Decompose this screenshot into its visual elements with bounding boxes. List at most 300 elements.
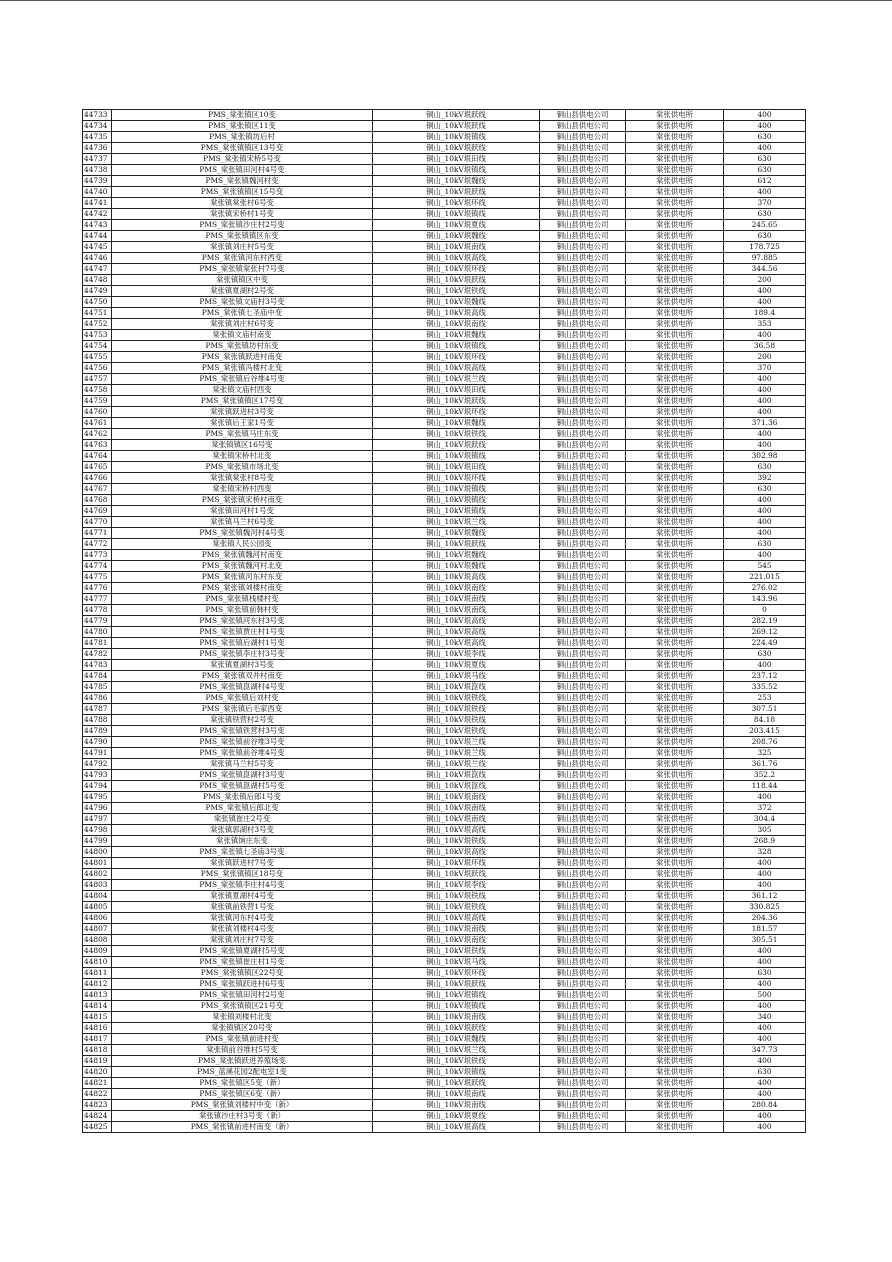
transformer-name-cell: 棠张镇夏湖村3号变: [112, 660, 373, 671]
capacity-cell: 400: [724, 869, 806, 880]
row-number-cell: 44806: [83, 913, 112, 924]
table-row: [83, 1111, 806, 1122]
transformer-name-cell: 棠张镇夏湖村4号变: [112, 891, 373, 902]
station-cell: 棠张供电所: [626, 935, 724, 946]
capacity-cell: 400: [724, 517, 806, 528]
station-cell: 棠张供电所: [626, 176, 724, 187]
row-number-cell: 44741: [83, 198, 112, 209]
capacity-cell: 392: [724, 473, 806, 484]
station-cell: 棠张供电所: [626, 1023, 724, 1034]
transformer-name-cell: 棠张镇镇区20号变: [112, 1023, 373, 1034]
row-number-cell: 44782: [83, 649, 112, 660]
table-row: [83, 528, 806, 539]
company-cell: 铜山县供电公司: [540, 671, 626, 682]
transformer-name-cell: PMS_棠张镇后湖村1号变: [112, 638, 373, 649]
company-cell: 铜山县供电公司: [540, 583, 626, 594]
table-row: [83, 638, 806, 649]
company-cell: 铜山县供电公司: [540, 902, 626, 913]
row-number-cell: 44786: [83, 693, 112, 704]
capacity-cell: 630: [724, 165, 806, 176]
feeder-line-cell: 铜山_10kV垠高线: [373, 572, 540, 583]
table-row: [83, 682, 806, 693]
station-cell: 棠张供电所: [626, 825, 724, 836]
transformer-name-cell: 棠张镇刘楼村4号变: [112, 924, 373, 935]
row-number-cell: 44756: [83, 363, 112, 374]
transformer-name-cell: 棠张镇文庙村南变: [112, 330, 373, 341]
company-cell: 铜山县供电公司: [540, 550, 626, 561]
transformer-name-cell: PMS_棠张镇七圣庙3号变: [112, 847, 373, 858]
capacity-cell: 340: [724, 1012, 806, 1023]
company-cell: 铜山县供电公司: [540, 957, 626, 968]
company-cell: 铜山县供电公司: [540, 132, 626, 143]
row-number-cell: 44822: [83, 1089, 112, 1100]
row-number-cell: 44779: [83, 616, 112, 627]
row-number-cell: 44737: [83, 154, 112, 165]
row-number-cell: 44809: [83, 946, 112, 957]
table-row: [83, 913, 806, 924]
station-cell: 棠张供电所: [626, 308, 724, 319]
capacity-cell: 400: [724, 1122, 806, 1133]
table-row: [83, 825, 806, 836]
row-number-cell: 44819: [83, 1056, 112, 1067]
capacity-cell: 269.12: [724, 627, 806, 638]
company-cell: 铜山县供电公司: [540, 572, 626, 583]
table-row: [83, 385, 806, 396]
company-cell: 铜山县供电公司: [540, 319, 626, 330]
capacity-cell: 307.51: [724, 704, 806, 715]
transformer-name-cell: PMS_棠张镇市场北变: [112, 462, 373, 473]
capacity-cell: 630: [724, 231, 806, 242]
feeder-line-cell: 铜山_10kV垠环线: [373, 352, 540, 363]
table-row: [83, 429, 806, 440]
feeder-line-cell: 铜山_10kV垠环线: [373, 473, 540, 484]
feeder-line-cell: 铜山_10kV垠高线: [373, 638, 540, 649]
company-cell: 铜山县供电公司: [540, 165, 626, 176]
transformer-name-cell: PMS_棠张镇前进村变: [112, 1034, 373, 1045]
feeder-line-cell: 铜山_10kV垠跃线: [373, 869, 540, 880]
company-cell: 铜山县供电公司: [540, 968, 626, 979]
table-row: [83, 220, 806, 231]
company-cell: 铜山县供电公司: [540, 539, 626, 550]
capacity-cell: 0: [724, 605, 806, 616]
transformer-name-cell: PMS_棠张镇铁营村3号变: [112, 726, 373, 737]
company-cell: 铜山县供电公司: [540, 748, 626, 759]
feeder-line-cell: 铜山_10kV垠高线: [373, 913, 540, 924]
table-row: [83, 594, 806, 605]
station-cell: 棠张供电所: [626, 583, 724, 594]
row-number-cell: 44775: [83, 572, 112, 583]
station-cell: 棠张供电所: [626, 429, 724, 440]
station-cell: 棠张供电所: [626, 627, 724, 638]
row-number-cell: 44792: [83, 759, 112, 770]
transformer-name-cell: PMS_棠张镇镇区13号变: [112, 143, 373, 154]
capacity-cell: 282.19: [724, 616, 806, 627]
row-number-cell: 44796: [83, 803, 112, 814]
station-cell: 棠张供电所: [626, 385, 724, 396]
capacity-cell: 302.98: [724, 451, 806, 462]
capacity-cell: 335.52: [724, 682, 806, 693]
feeder-line-cell: 铜山_10kV垠铁线: [373, 693, 540, 704]
row-number-cell: 44784: [83, 671, 112, 682]
feeder-line-cell: 铜山_10kV垠南线: [373, 1012, 540, 1023]
capacity-cell: 208.76: [724, 737, 806, 748]
company-cell: 铜山县供电公司: [540, 506, 626, 517]
capacity-cell: 400: [724, 858, 806, 869]
capacity-cell: 189.4: [724, 308, 806, 319]
transformer-name-cell: PMS_棠张镇跃进养殖场变: [112, 1056, 373, 1067]
table-row: [83, 1012, 806, 1023]
station-cell: 棠张供电所: [626, 1100, 724, 1111]
company-cell: 铜山县供电公司: [540, 858, 626, 869]
station-cell: 棠张供电所: [626, 1056, 724, 1067]
station-cell: 棠张供电所: [626, 198, 724, 209]
feeder-line-cell: 铜山_10kV垠魏线: [373, 561, 540, 572]
feeder-line-cell: 铜山_10kV垠魏线: [373, 528, 540, 539]
page-top-rule: [0, 0, 892, 1]
table-row: [83, 627, 806, 638]
feeder-line-cell: 铜山_10kV垠魏线: [373, 231, 540, 242]
station-cell: 棠张供电所: [626, 880, 724, 891]
company-cell: 铜山县供电公司: [540, 627, 626, 638]
table-row: [83, 275, 806, 286]
company-cell: 铜山县供电公司: [540, 286, 626, 297]
company-cell: 铜山县供电公司: [540, 1122, 626, 1133]
transformer-name-cell: PMS_棠张镇后刘村变: [112, 693, 373, 704]
capacity-cell: 400: [724, 286, 806, 297]
feeder-line-cell: 铜山_10kV垠铁线: [373, 704, 540, 715]
station-cell: 棠张供电所: [626, 517, 724, 528]
feeder-line-cell: 铜山_10kV垠跃线: [373, 1078, 540, 1089]
feeder-line-cell: 铜山_10kV垠魏线: [373, 330, 540, 341]
feeder-line-cell: 铜山_10kV垠跃线: [373, 275, 540, 286]
feeder-line-cell: 铜山_10kV垠南线: [373, 924, 540, 935]
capacity-cell: 400: [724, 440, 806, 451]
table-row: [83, 143, 806, 154]
row-number-cell: 44747: [83, 264, 112, 275]
station-cell: 棠张供电所: [626, 1111, 724, 1122]
transformer-name-cell: PMS_棠张镇后郎北变: [112, 803, 373, 814]
table-row: [83, 1056, 806, 1067]
table-row: [83, 880, 806, 891]
feeder-line-cell: 铜山_10kV垠高线: [373, 616, 540, 627]
feeder-line-cell: 铜山_10kV垠跃线: [373, 539, 540, 550]
row-number-cell: 44772: [83, 539, 112, 550]
capacity-cell: 630: [724, 209, 806, 220]
transformer-name-cell: 棠张镇田河村1号变: [112, 506, 373, 517]
table-row: [83, 693, 806, 704]
row-number-cell: 44743: [83, 220, 112, 231]
row-number-cell: 44748: [83, 275, 112, 286]
company-cell: 铜山县供电公司: [540, 462, 626, 473]
feeder-line-cell: 铜山_10kV垠镇线: [373, 451, 540, 462]
feeder-line-cell: 铜山_10kV垠魏线: [373, 418, 540, 429]
row-number-cell: 44811: [83, 968, 112, 979]
row-number-cell: 44790: [83, 737, 112, 748]
row-number-cell: 44814: [83, 1001, 112, 1012]
row-number-cell: 44808: [83, 935, 112, 946]
capacity-cell: 400: [724, 660, 806, 671]
capacity-cell: 630: [724, 1067, 806, 1078]
transformer-name-cell: PMS_棠张镇马庄东变: [112, 429, 373, 440]
feeder-line-cell: 铜山_10kV垠高线: [373, 627, 540, 638]
transformer-name-cell: PMS_棠张镇前谷堆4号变: [112, 748, 373, 759]
capacity-cell: 400: [724, 957, 806, 968]
capacity-cell: 630: [724, 462, 806, 473]
company-cell: 铜山县供电公司: [540, 1012, 626, 1023]
capacity-cell: 253: [724, 693, 806, 704]
feeder-line-cell: 铜山_10kV垠南线: [373, 803, 540, 814]
feeder-line-cell: 铜山_10kV垠镇线: [373, 165, 540, 176]
transformer-name-cell: PMS_蓝溪花园2配电室1变: [112, 1067, 373, 1078]
table-row: [83, 1001, 806, 1012]
row-number-cell: 44735: [83, 132, 112, 143]
station-cell: 棠张供电所: [626, 484, 724, 495]
transformer-name-cell: 棠张镇跃进村7号变: [112, 858, 373, 869]
capacity-cell: 400: [724, 528, 806, 539]
feeder-line-cell: 铜山_10kV垠环线: [373, 264, 540, 275]
station-cell: 棠张供电所: [626, 616, 724, 627]
row-number-cell: 44768: [83, 495, 112, 506]
table-row: [83, 1023, 806, 1034]
company-cell: 铜山县供电公司: [540, 792, 626, 803]
company-cell: 铜山县供电公司: [540, 143, 626, 154]
table-row: [83, 187, 806, 198]
row-number-cell: 44739: [83, 176, 112, 187]
station-cell: 棠张供电所: [626, 671, 724, 682]
station-cell: 棠张供电所: [626, 869, 724, 880]
capacity-cell: 400: [724, 946, 806, 957]
company-cell: 铜山县供电公司: [540, 517, 626, 528]
row-number-cell: 44813: [83, 990, 112, 1001]
table-row: [83, 726, 806, 737]
row-number-cell: 44734: [83, 121, 112, 132]
transformer-name-cell: PMS_棠张镇后谷堆4号变: [112, 374, 373, 385]
feeder-line-cell: 铜山_10kV垠李线: [373, 649, 540, 660]
transformer-name-cell: 棠张镇后王家1号变: [112, 418, 373, 429]
transformer-name-cell: PMS_棠张镇前进村南变（新）: [112, 1122, 373, 1133]
feeder-line-cell: 铜山_10kV垠铁线: [373, 946, 540, 957]
company-cell: 铜山县供电公司: [540, 385, 626, 396]
table-row: [83, 286, 806, 297]
transformer-name-cell: PMS_棠张镇李庄村4号变: [112, 880, 373, 891]
capacity-cell: 36.58: [724, 341, 806, 352]
capacity-cell: 200: [724, 275, 806, 286]
table-row: [83, 737, 806, 748]
capacity-cell: 268.9: [724, 836, 806, 847]
transformer-name-cell: PMS_棠张镇跃进村南变: [112, 352, 373, 363]
row-number-cell: 44749: [83, 286, 112, 297]
company-cell: 铜山县供电公司: [540, 847, 626, 858]
table-row: [83, 198, 806, 209]
capacity-cell: 400: [724, 495, 806, 506]
station-cell: 棠张供电所: [626, 561, 724, 572]
table-row: [83, 572, 806, 583]
transformer-name-cell: PMS_棠张镇崑湖村3号变: [112, 770, 373, 781]
company-cell: 铜山县供电公司: [540, 704, 626, 715]
station-cell: 棠张供电所: [626, 319, 724, 330]
company-cell: 铜山县供电公司: [540, 1100, 626, 1111]
station-cell: 棠张供电所: [626, 814, 724, 825]
feeder-line-cell: 铜山_10kV垠田线: [373, 154, 540, 165]
table-row: [83, 407, 806, 418]
row-number-cell: 44816: [83, 1023, 112, 1034]
row-number-cell: 44740: [83, 187, 112, 198]
feeder-line-cell: 铜山_10kV垠铁线: [373, 891, 540, 902]
station-cell: 棠张供电所: [626, 1067, 724, 1078]
company-cell: 铜山县供电公司: [540, 737, 626, 748]
capacity-cell: 400: [724, 396, 806, 407]
transformer-name-cell: 棠张镇刘楼村北变: [112, 1012, 373, 1023]
table-row: [83, 473, 806, 484]
capacity-cell: 353: [724, 319, 806, 330]
row-number-cell: 44777: [83, 594, 112, 605]
capacity-cell: 143.96: [724, 594, 806, 605]
table-row: [83, 803, 806, 814]
transformer-name-cell: 棠张镇前谷堆村5号变: [112, 1045, 373, 1056]
table-row: [83, 297, 806, 308]
transformer-name-cell: PMS_棠张镇七圣庙中变: [112, 308, 373, 319]
row-number-cell: 44751: [83, 308, 112, 319]
capacity-cell: 400: [724, 429, 806, 440]
table-row: [83, 110, 806, 121]
station-cell: 棠张供电所: [626, 143, 724, 154]
feeder-line-cell: 铜山_10kV垠铁线: [373, 726, 540, 737]
table-row: [83, 308, 806, 319]
transformer-name-cell: PMS_棠张镇后毛家西变: [112, 704, 373, 715]
capacity-cell: 178.725: [724, 242, 806, 253]
table-row: [83, 253, 806, 264]
table-row: [83, 418, 806, 429]
table-row: [83, 484, 806, 495]
feeder-line-cell: 铜山_10kV垠铁线: [373, 286, 540, 297]
company-cell: 铜山县供电公司: [540, 110, 626, 121]
transformer-name-cell: PMS_棠张镇镇区18号变: [112, 869, 373, 880]
station-cell: 棠张供电所: [626, 220, 724, 231]
capacity-cell: 344.56: [724, 264, 806, 275]
table-row: [83, 517, 806, 528]
company-cell: 铜山县供电公司: [540, 869, 626, 880]
feeder-line-cell: 铜山_10kV垠高线: [373, 1122, 540, 1133]
transformer-name-cell: PMS_棠张镇魏河村南变: [112, 550, 373, 561]
station-cell: 棠张供电所: [626, 891, 724, 902]
row-number-cell: 44804: [83, 891, 112, 902]
row-number-cell: 44793: [83, 770, 112, 781]
row-number-cell: 44805: [83, 902, 112, 913]
feeder-line-cell: 铜山_10kV垠环线: [373, 968, 540, 979]
capacity-cell: 400: [724, 979, 806, 990]
feeder-line-cell: 铜山_10kV垠高线: [373, 825, 540, 836]
station-cell: 棠张供电所: [626, 1122, 724, 1133]
feeder-line-cell: 铜山_10kV垠兰线: [373, 517, 540, 528]
company-cell: 铜山县供电公司: [540, 836, 626, 847]
station-cell: 棠张供电所: [626, 1045, 724, 1056]
table-row: [83, 264, 806, 275]
feeder-line-cell: 铜山_10kV垠南线: [373, 605, 540, 616]
transformer-name-cell: PMS_棠张镇崑湖村5号变: [112, 781, 373, 792]
feeder-line-cell: 铜山_10kV垠跃线: [373, 440, 540, 451]
station-cell: 棠张供电所: [626, 968, 724, 979]
feeder-line-cell: 铜山_10kV垠夏线: [373, 1111, 540, 1122]
station-cell: 棠张供电所: [626, 407, 724, 418]
row-number-cell: 44812: [83, 979, 112, 990]
company-cell: 铜山县供电公司: [540, 308, 626, 319]
feeder-line-cell: 铜山_10kV垠魏线: [373, 176, 540, 187]
feeder-line-cell: 铜山_10kV垠高线: [373, 847, 540, 858]
station-cell: 棠张供电所: [626, 660, 724, 671]
table-row: [83, 979, 806, 990]
row-number-cell: 44783: [83, 660, 112, 671]
row-number-cell: 44795: [83, 792, 112, 803]
company-cell: 铜山县供电公司: [540, 264, 626, 275]
row-number-cell: 44767: [83, 484, 112, 495]
table-row: [83, 781, 806, 792]
row-number-cell: 44774: [83, 561, 112, 572]
transformer-name-cell: PMS_棠张镇镇区21号变: [112, 1001, 373, 1012]
row-number-cell: 44750: [83, 297, 112, 308]
feeder-line-cell: 铜山_10kV垠跃线: [373, 979, 540, 990]
feeder-line-cell: 铜山_10kV垠镇线: [373, 341, 540, 352]
company-cell: 铜山县供电公司: [540, 209, 626, 220]
feeder-line-cell: 铜山_10kV垠魏线: [373, 1034, 540, 1045]
station-cell: 棠张供电所: [626, 330, 724, 341]
feeder-line-cell: 铜山_10kV垠魏线: [373, 550, 540, 561]
table-row: [83, 605, 806, 616]
feeder-line-cell: 铜山_10kV垠李线: [373, 880, 540, 891]
capacity-cell: 630: [724, 132, 806, 143]
company-cell: 铜山县供电公司: [540, 616, 626, 627]
feeder-line-cell: 铜山_10kV垠跃线: [373, 121, 540, 132]
feeder-line-cell: 铜山_10kV垠崑线: [373, 781, 540, 792]
feeder-line-cell: 铜山_10kV垠铁线: [373, 1056, 540, 1067]
company-cell: 铜山县供电公司: [540, 682, 626, 693]
transformer-name-cell: 棠张镇马兰村6号变: [112, 517, 373, 528]
row-number-cell: 44758: [83, 385, 112, 396]
station-cell: 棠张供电所: [626, 649, 724, 660]
table-row: [83, 748, 806, 759]
row-number-cell: 44753: [83, 330, 112, 341]
company-cell: 铜山县供电公司: [540, 979, 626, 990]
company-cell: 铜山县供电公司: [540, 341, 626, 352]
feeder-line-cell: 铜山_10kV垠镇线: [373, 506, 540, 517]
table-row: [83, 649, 806, 660]
company-cell: 铜山县供电公司: [540, 1067, 626, 1078]
capacity-cell: 630: [724, 154, 806, 165]
company-cell: 铜山县供电公司: [540, 374, 626, 385]
station-cell: 棠张供电所: [626, 781, 724, 792]
feeder-line-cell: 铜山_10kV垠环线: [373, 858, 540, 869]
row-number-cell: 44785: [83, 682, 112, 693]
capacity-cell: 204.36: [724, 913, 806, 924]
row-number-cell: 44780: [83, 627, 112, 638]
table-row: [83, 935, 806, 946]
feeder-line-cell: 铜山_10kV垠南线: [373, 792, 540, 803]
feeder-line-cell: 铜山_10kV垠南线: [373, 935, 540, 946]
company-cell: 铜山县供电公司: [540, 418, 626, 429]
row-number-cell: 44789: [83, 726, 112, 737]
station-cell: 棠张供电所: [626, 572, 724, 583]
feeder-line-cell: 铜山_10kV垠兰线: [373, 748, 540, 759]
table-row: [83, 242, 806, 253]
row-number-cell: 44820: [83, 1067, 112, 1078]
company-cell: 铜山县供电公司: [540, 495, 626, 506]
company-cell: 铜山县供电公司: [540, 1045, 626, 1056]
table-row: [83, 396, 806, 407]
company-cell: 铜山县供电公司: [540, 1001, 626, 1012]
table-row: [83, 341, 806, 352]
row-number-cell: 44744: [83, 231, 112, 242]
station-cell: 棠张供电所: [626, 990, 724, 1001]
company-cell: 铜山县供电公司: [540, 726, 626, 737]
